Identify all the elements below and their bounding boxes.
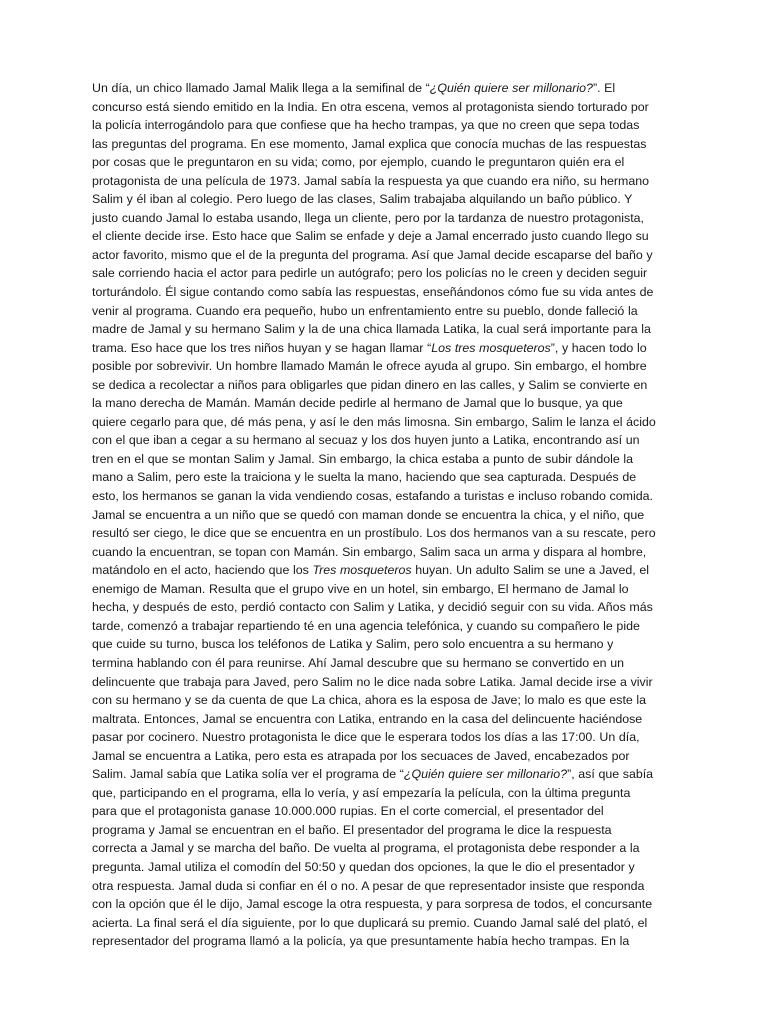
text-segment: quiere cegarlo para que, dé más pena, y así le den más limosna. Sin embargo, Salim le lanza el ácido (92, 414, 656, 429)
text-line (92, 153, 682, 172)
text-segment: programa y Jamal se encuentran en el baño. El presentador del programa le dice la respuesta (92, 822, 612, 837)
text-segment: Jamal se encuentra a un niño que se quedó con maman donde se encuentra la chica, y el niño, que (92, 507, 645, 522)
text-line (92, 357, 682, 376)
text-line (92, 506, 682, 525)
text-line (92, 79, 682, 98)
text-segment: tren en el que se montan Salim y Jamal. Sin embargo, la chica estaba a punto de subir dándole la (92, 451, 634, 466)
text-line (92, 598, 682, 617)
text-line (92, 413, 682, 432)
text-segment: Salim y él iban al colegio. Pero luego de las clases, Salim trabajaba alquilando un baño público. Y (92, 192, 633, 207)
text-line (92, 617, 682, 636)
text-segment: con el que iban a cegar a su hermano al secuaz y los dos huyen junto a Latika, encontrando así un (92, 433, 640, 448)
text-line (92, 227, 682, 246)
italic-title-text: Tres mosqueteros (312, 563, 412, 578)
text-line (92, 839, 682, 858)
text-line (92, 450, 682, 469)
text-line (92, 747, 682, 766)
text-line (92, 264, 682, 283)
text-line (92, 431, 682, 450)
text-line (92, 784, 682, 803)
text-segment: enemigo de Maman. Resulta que el grupo vive en un hotel, sin embargo, El hermano de Jamal lo (92, 581, 629, 596)
text-line (92, 710, 682, 729)
text-line (92, 283, 682, 302)
text-segment: Jamal se encuentra a Latika, pero esta es atrapada por los secuaces de Javed, encabezados por (92, 748, 630, 763)
text-segment: delincuente que trabaja para Javed, pero Salim no le dice nada sobre Latika. Jamal decide irse a vivir (92, 674, 653, 689)
text-line (92, 172, 682, 191)
text-segment: que, participando en el programa, ella lo vería, y así empezaría la película, con la última pregunta (92, 785, 631, 800)
text-segment: esto, los hermanos se ganan la vida vendiendo cosas, estafando a turistas e incluso robando comida. (92, 489, 653, 504)
text-segment: cuando la encuentran, se topan con Mamán. Sin embargo, Salim saca un arma y dispara al hombre, (92, 544, 647, 559)
text-segment: la policía interrogándolo para que confiese que ha hecho trampas, ya que no creen que sepa todas (92, 118, 640, 133)
text-line (92, 98, 682, 117)
text-segment: actor favorito, mismo que el de la pregunta del programa. Así que Jamal decide escaparse del baño y (92, 247, 653, 262)
text-segment: otra respuesta. Jamal duda si confiar en él o no. A pesar de que representador insiste que responda (92, 878, 645, 893)
text-segment: se dedica a recolectar a niños para obligarles que pidan dinero en las calles, y Salim se convierte en (92, 377, 648, 392)
text-line (92, 320, 682, 339)
text-line (92, 339, 682, 358)
text-segment: la mano derecha de Mamán. Mamán decide pedirle al hermano de Jamal que lo busque, ya que (92, 396, 623, 411)
text-line (92, 190, 682, 209)
text-line (92, 116, 682, 135)
text-segment: madre de Jamal y su hermano Salim y la de una chica llamada Latika, la cual será importante para la (92, 322, 651, 337)
text-line (92, 394, 682, 413)
text-segment: protagonista de una película de 1973. Jamal sabía la respuesta ya que cuando era niño, su hermano (92, 173, 650, 188)
text-line (92, 246, 682, 265)
text-segment: ”. El (592, 81, 616, 95)
text-segment: posible por sobrevivir. Un hombre llamado Mamán le ofrece ayuda al grupo. Sin embargo, el hombre (92, 359, 647, 374)
body-paragraph (92, 79, 682, 951)
text-segment: pasar por cocinero. Nuestro protagonista le dice que le esperara todos los días a las 17:00. Un día, (92, 730, 640, 745)
text-segment: pregunta. Jamal utiliza el comodín del 50:50 y quedan dos opciones, la que le dio el presentador y (92, 859, 635, 874)
text-line (92, 561, 682, 580)
text-line (92, 654, 682, 673)
text-segment: matándolo en el acto, haciendo que los (92, 563, 313, 578)
text-segment: Salim. Jamal sabía que Latika solía ver el programa de “ (92, 767, 404, 782)
text-line (92, 543, 682, 562)
text-line (92, 524, 682, 543)
text-line (92, 765, 682, 784)
text-line (92, 209, 682, 228)
text-segment: correcta a Jamal y se marcha del baño. De vuelta al programa, el protagonista debe responder a la (92, 841, 640, 856)
text-segment: justo cuando Jamal lo estaba usando, llega un cliente, pero por la tardanza de nuestro protagonista, (92, 210, 644, 225)
text-segment: acierta. La final será el día siguiente, por lo que duplicará su premio. Cuando Jamal salé del plató, el (92, 915, 648, 930)
text-segment: con su hermano y se da cuenta de que La chica, ahora es la esposa de Jave; lo malo es que este la (92, 693, 647, 708)
text-segment: torturándolo. Él sigue contando como sabía las respuestas, enseñándonos cómo fue su vida antes de (92, 285, 654, 300)
text-segment: termina hablando con él para reunirse. Ahí Jamal descubre que su hermano se convertido en un (92, 655, 624, 670)
text-segment: Un día, un chico llamado Jamal Malik llega a la semifinal de “ (92, 81, 430, 95)
text-line (92, 821, 682, 840)
italic-title-text: Los tres mosqueteros (431, 340, 551, 355)
text-segment: maltrata. Entonces, Jamal se encuentra con Latika, entrando en la casa del delincuente haciéndose (92, 711, 643, 726)
text-segment: trama. Eso hace que los tres niños huyan y se hagan llamar “ (92, 340, 432, 355)
text-segment: por cosas que le preguntaron en su vida; como, por ejemplo, cuando le preguntaron quién era el (92, 155, 625, 170)
text-line (92, 580, 682, 599)
text-line (92, 914, 682, 933)
text-line (92, 728, 682, 747)
text-line (92, 302, 682, 321)
text-line (92, 877, 682, 896)
text-segment: representador del programa llamó a la policía, ya que presuntamente había hecho trampas. En la (92, 934, 630, 949)
text-segment: con la opción que él le dijo, Jamal escoge la otra respuesta, y para sorpresa de todos, el concursante (92, 897, 653, 912)
text-segment: ”, así que sabía (567, 767, 654, 782)
text-line (92, 932, 682, 951)
text-segment: el cliente decide irse. Esto hace que Salim se enfade y deje a Jamal encerrado justo cuando llego su (92, 229, 649, 244)
text-segment: tarde, comenzó a trabajar repartiendo té en una agencia telefónica, y cuando su compañero le pide (92, 618, 640, 633)
text-segment: que cuide su turno, busca los teléfonos de Latika y Salim, pero solo encuentra a su hermano y (92, 637, 614, 652)
text-line (92, 691, 682, 710)
text-segment: concurso está siendo emitido en la India. En otra escena, vemos al protagonista siendo torturado por (92, 99, 649, 114)
text-line (92, 468, 682, 487)
text-line (92, 376, 682, 395)
italic-title-text: ¿Quién quiere ser millonario? (429, 81, 593, 95)
text-line (92, 802, 682, 821)
text-line (92, 895, 682, 914)
text-segment: hecha, y después de esto, perdió contacto con Salim y Latika, y decidió seguir con su vida. Años más (92, 600, 653, 615)
text-segment: venir al programa. Cuando era pequeño, hubo un enfrentamiento entre su pueblo, donde falleció la (92, 303, 638, 318)
text-line (92, 673, 682, 692)
text-line (92, 487, 682, 506)
text-line (92, 135, 682, 154)
text-segment: mano a Salim, pero este la traiciona y le suelta la mano, haciendo que sea capturada. Después de (92, 470, 637, 485)
text-segment: resultó ser ciego, le dice que se encuentra en un prostíbulo. Los dos hermanos van a su rescate, pero (92, 526, 656, 541)
text-line (92, 635, 682, 654)
text-segment: sale corriendo hacia el actor para pedirle un autógrafo; pero los policías no le creen y deciden seguir (92, 266, 648, 281)
text-segment: huyan. Un adulto Salim se une a Javed, el (411, 563, 649, 578)
italic-title-text: ¿Quién quiere ser millonario? (403, 767, 568, 782)
text-segment: ”, y hacen todo lo (550, 340, 647, 355)
text-segment: las preguntas del programa. En ese momento, Jamal explica que conocía muchas de las respuestas (92, 136, 647, 151)
text-line (92, 858, 682, 877)
text-segment: para que el protagonista ganase 10.000.000 rupias. En el corte comercial, el presentador del (92, 804, 604, 819)
